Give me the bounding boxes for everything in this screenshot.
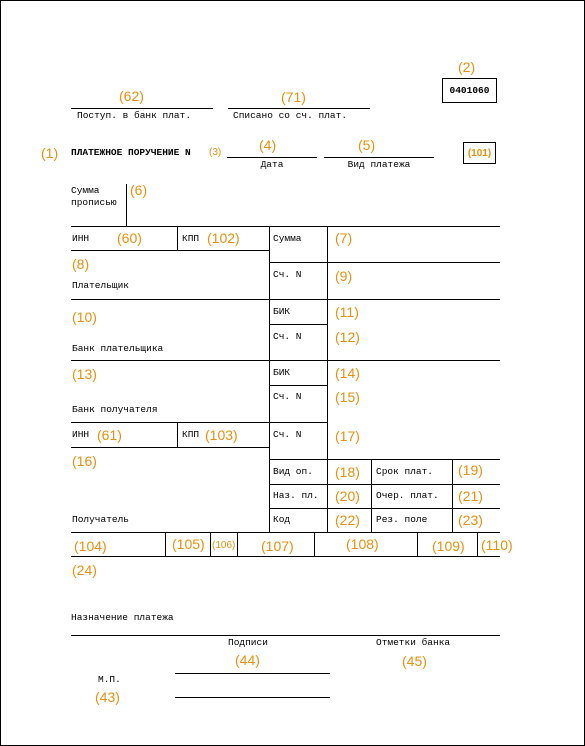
payer-bank-account-label: Сч. N	[273, 331, 302, 342]
bik2-bottom-line	[269, 385, 327, 386]
field-number-110: (110)	[481, 537, 513, 553]
field-number-18: (18)	[335, 464, 360, 480]
received-line	[71, 108, 213, 109]
field-number-7: (7)	[335, 230, 353, 246]
budget-divider-2	[210, 532, 211, 556]
field-number-6: (6)	[130, 182, 148, 198]
purpose-short-label: Наз. пл.	[273, 490, 319, 501]
field-number-102: (102)	[207, 230, 240, 246]
payee-bottom-line	[71, 532, 500, 533]
label-column-divider	[327, 226, 328, 532]
field-number-103: (103)	[205, 427, 238, 443]
payee-bank-label: Банк получателя	[72, 404, 158, 415]
priority-label: Очер. плат.	[376, 490, 439, 501]
budget-divider-5	[417, 532, 418, 556]
field-number-14: (14)	[335, 365, 360, 381]
optype-bottom-line	[269, 484, 500, 485]
payer-bottom-line	[71, 299, 500, 300]
field-number-105: (105)	[172, 536, 205, 552]
field-number-108: (108)	[346, 536, 379, 552]
sum-label: Сумма	[273, 233, 302, 244]
field-number-104: (104)	[74, 538, 107, 554]
bank-marks-label: Отметки банка	[376, 637, 451, 648]
payee-bank-bottom-line	[71, 422, 328, 423]
debited-label: Списано со сч. плат.	[233, 110, 348, 121]
field-number-19: (19)	[458, 462, 483, 478]
field-number-1: (1)	[41, 145, 59, 161]
payer-bank-label: Банк плательщика	[72, 343, 164, 354]
received-label: Поступ. в банк плат.	[77, 110, 192, 121]
purpose-label: Назначение платежа	[71, 612, 174, 623]
purpose-bottom-line	[71, 635, 500, 636]
field-number-106: (106)	[212, 540, 236, 551]
field-number-62: (62)	[119, 88, 144, 104]
field-number-44: (44)	[235, 652, 260, 668]
right-block-divider-2	[452, 459, 453, 532]
field-number-101: (101)	[467, 148, 492, 159]
date-label: Дата	[260, 159, 284, 170]
field-number-17: (17)	[335, 428, 360, 444]
field-number-10: (10)	[72, 309, 97, 325]
budget-divider-6	[477, 532, 478, 556]
field-number-15: (15)	[335, 389, 360, 405]
payer-bank-bik-label: БИК	[273, 306, 291, 317]
code-label: Код	[273, 514, 291, 525]
field-number-22: (22)	[335, 512, 360, 528]
field-number-71: (71)	[281, 89, 306, 105]
reserve-label: Рез. поле	[376, 514, 428, 525]
payee-bank-bik-label: БИК	[273, 367, 291, 378]
payer-bank-bottom-line	[71, 360, 500, 361]
budget-row-bottom-line	[71, 556, 500, 557]
payer-account-label: Сч. N	[273, 269, 302, 280]
field-number-20: (20)	[335, 488, 360, 504]
payee-kpp-label: КПП	[182, 429, 200, 440]
signature-line-2	[175, 697, 330, 698]
payee-inn-label: ИНН	[72, 429, 90, 440]
table-top-line	[71, 226, 500, 227]
payee-label: Получатель	[72, 514, 130, 525]
amount-words-divider	[126, 184, 127, 226]
payee-inn-kpp-divider	[177, 422, 178, 447]
middle-divider	[269, 226, 270, 532]
form-code: 0401060	[449, 85, 490, 96]
budget-divider-3	[237, 532, 238, 556]
budget-divider-4	[314, 532, 315, 556]
field-number-3: (3)	[209, 147, 222, 158]
payee-acct-bottom-line	[269, 459, 500, 460]
signatures-label: Подписи	[228, 637, 268, 648]
right-block-divider-1	[371, 459, 372, 532]
payer-inn-bottom-line	[71, 250, 269, 251]
pay-term-label: Срок плат.	[376, 466, 434, 477]
payment-type-label: Вид платежа	[347, 159, 411, 170]
field-number-24: (24)	[72, 562, 97, 578]
payer-inn-kpp-divider	[177, 226, 178, 250]
payer-kpp-label: КПП	[182, 233, 200, 244]
field-number-13: (13)	[72, 366, 97, 382]
field-number-60: (60)	[117, 230, 142, 246]
payee-bank-account-label: Сч. N	[273, 391, 302, 402]
field-number-5: (5)	[358, 137, 376, 153]
debited-line	[228, 108, 370, 109]
field-number-12: (12)	[335, 329, 360, 345]
form-title: ПЛАТЕЖНОЕ ПОРУЧЕНИЕ N	[71, 147, 191, 158]
field-number-45: (45)	[402, 653, 427, 669]
op-type-label: Вид оп.	[273, 466, 313, 477]
stamp-label: М.П.	[98, 674, 121, 685]
purpose-short-bottom-line	[269, 508, 500, 509]
field-number-11: (11)	[335, 304, 359, 320]
field-number-61: (61)	[97, 427, 122, 443]
field-number-43: (43)	[95, 689, 120, 705]
field-number-23: (23)	[458, 512, 483, 528]
field-number-4: (4)	[259, 137, 277, 153]
budget-divider-1	[165, 532, 166, 556]
payee-account-label: Сч. N	[273, 429, 302, 440]
signature-line-1	[175, 673, 330, 674]
payer-inn-label: ИНН	[72, 233, 90, 244]
field-number-107: (107)	[261, 538, 294, 554]
payer-label: Плательщик	[72, 280, 130, 291]
field-number-16: (16)	[72, 453, 97, 469]
field-number-21: (21)	[458, 488, 483, 504]
bik1-bottom-line	[269, 324, 327, 325]
amount-words-label: Сумма прописью	[71, 185, 117, 208]
field-number-2: (2)	[458, 59, 476, 75]
field-number-109: (109)	[432, 538, 465, 554]
date-line	[227, 157, 317, 158]
sum-bottom-line	[269, 262, 500, 263]
payment-type-line	[324, 157, 434, 158]
payee-inn-bottom-line	[71, 447, 269, 448]
field-number-9: (9)	[335, 268, 353, 284]
field-number-8: (8)	[72, 256, 90, 272]
